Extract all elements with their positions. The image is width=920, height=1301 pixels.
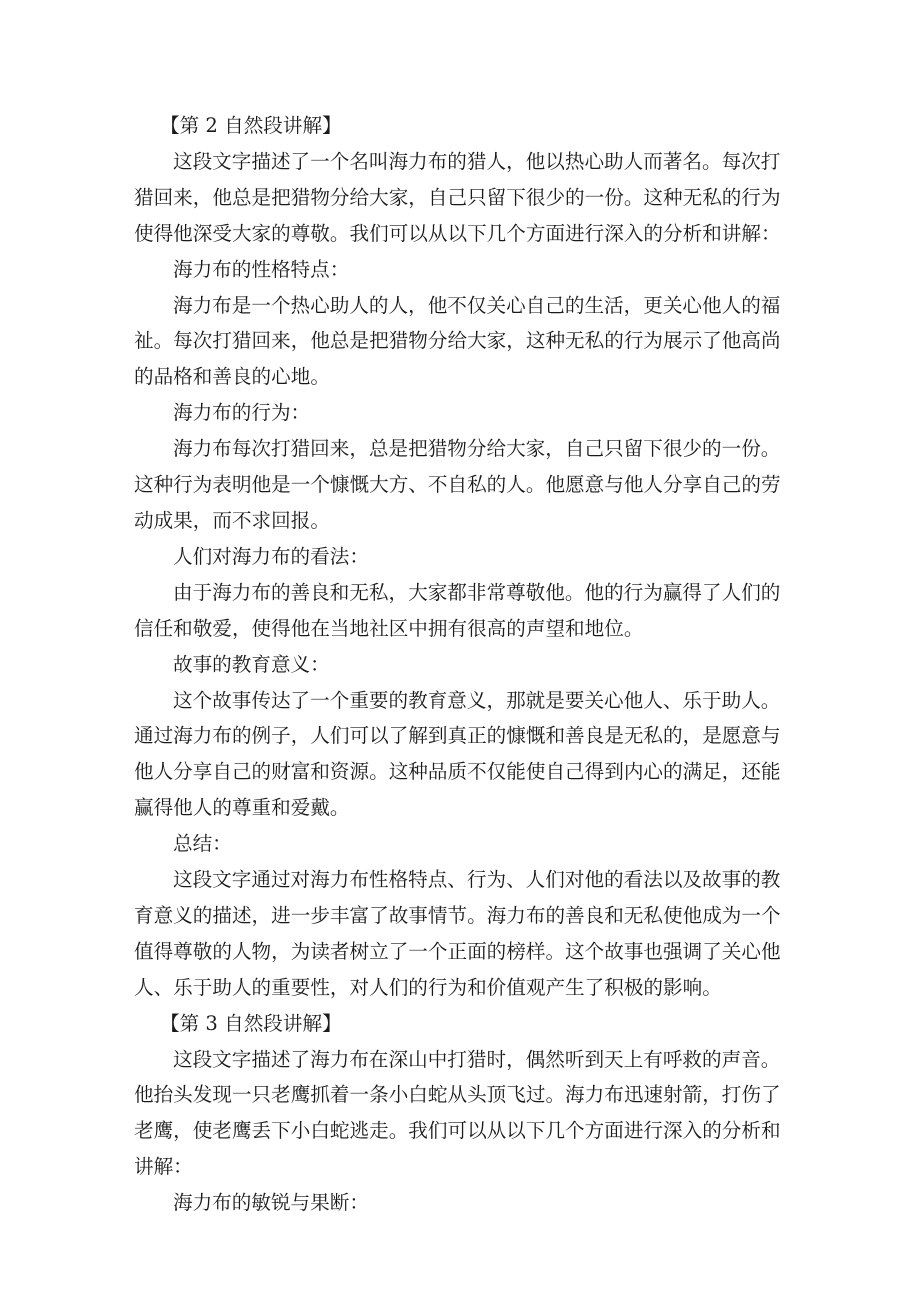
section-heading: 【第 2 自然段讲解】	[160, 114, 342, 137]
subheading: 故事的教育意义：	[173, 652, 330, 676]
paragraph: 这段文字描述了一个名叫海力布的猎人，他以热心助人而著名。每次打猎回来，他总是把猎物分给大家，自己只留下很少的一份。这种无私的行为使得他深受大家的尊敬。我们可以从以下几个方面进行深入的分析和讲解：	[134, 149, 781, 245]
section-heading: 【第 3 自然段讲解】	[160, 1011, 342, 1035]
paragraph: 这段文字描述了海力布在深山中打猎时，偶然听到天上有呼救的声音。他抬头发现一只老鹰抓着一条小白蛇从头顶飞过。海力布迅速射箭，打伤了老鹰，使老鹰丢下小白蛇逃走。我们可以从以下几个方面进行深入的分析和讲解：	[134, 1047, 781, 1179]
subheading: 海力布的行为：	[173, 401, 311, 425]
subheading: 人们对海力布的看法：	[173, 544, 369, 568]
document-body	[134, 108, 794, 1221]
subheading: 总结：	[173, 832, 232, 856]
paragraph: 由于海力布的善良和无私，大家都非常尊敬他。他的行为赢得了人们的信任和敬爱，使得他在当地社区中拥有很高的声望和地位。	[134, 580, 781, 640]
subheading: 海力布的敏锐与果断：	[173, 1191, 369, 1215]
paragraph: 这个故事传达了一个重要的教育意义，那就是要关心他人、乐于助人。通过海力布的例子，人们可以了解到真正的慷慨和善良是无私的，是愿意与他人分享自己的财富和资源。这种品质不仅能使自己得到内心的满足，还能赢得他人的尊重和爱戴。	[134, 688, 781, 820]
paragraph: 这段文字通过对海力布性格特点、行为、人们对他的看法以及故事的教育意义的描述，进一步丰富了故事情节。海力布的善良和无私使他成为一个值得尊敬的人物，为读者树立了一个正面的榜样。这个故事也强调了关心他人、乐于助人的重要性，对人们的行为和价值观产生了积极的影响。	[134, 868, 781, 999]
paragraph: 海力布是一个热心助人的人，他不仅关心自己的生活，更关心他人的福祉。每次打猎回来，他总是把猎物分给大家，这种无私的行为展示了他高尚的品格和善良的心地。	[134, 293, 781, 389]
paragraph: 海力布每次打猎回来，总是把猎物分给大家，自己只留下很少的一份。这种行为表明他是一个慷慨大方、不自私的人。他愿意与他人分享自己的劳动成果，而不求回报。	[134, 437, 781, 532]
subheading: 海力布的性格特点：	[173, 257, 350, 281]
